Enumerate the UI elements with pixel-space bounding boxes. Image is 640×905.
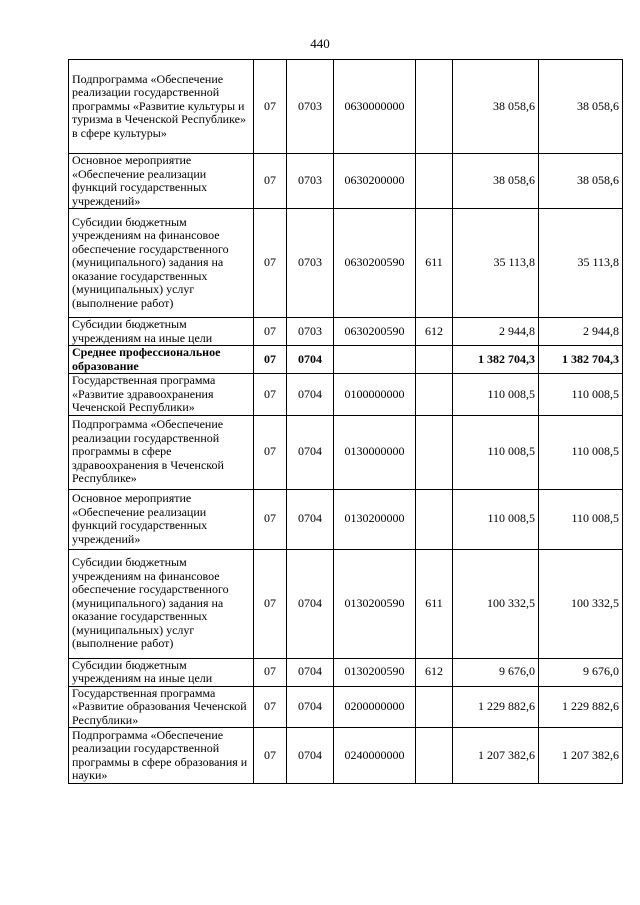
row-expense-type <box>416 728 453 784</box>
row-section: 07 <box>254 686 287 728</box>
row-section: 07 <box>254 60 287 154</box>
row-amount-1: 1 382 704,3 <box>453 346 539 374</box>
row-target-article <box>334 346 416 374</box>
row-amount-1: 110 008,5 <box>453 415 539 489</box>
row-section: 07 <box>254 549 287 658</box>
row-amount-2: 1 382 704,3 <box>539 346 623 374</box>
table-row <box>69 415 623 489</box>
row-name: Государственная программа «Развитие здравоохранения Чеченской Республики» <box>69 374 254 416</box>
row-expense-type <box>416 346 453 374</box>
row-target-article: 0130200590 <box>334 549 416 658</box>
row-subsection: 0704 <box>287 346 334 374</box>
row-subsection: 0703 <box>287 60 334 154</box>
row-subsection: 0704 <box>287 658 334 686</box>
row-subsection: 0703 <box>287 154 334 209</box>
row-subsection: 0704 <box>287 728 334 784</box>
row-amount-1: 9 676,0 <box>453 658 539 686</box>
row-amount-1: 100 332,5 <box>453 549 539 658</box>
row-target-article: 0100000000 <box>334 374 416 416</box>
row-name: Подпрограмма «Обеспечение реализации государственной программы «Развитие культуры и туризма в Чеченской Республике» в сфере культуры» <box>69 60 254 154</box>
row-amount-1: 38 058,6 <box>453 154 539 209</box>
row-target-article: 0200000000 <box>334 686 416 728</box>
row-name: Основное мероприятие «Обеспечение реализации функций государственных учреждений» <box>69 489 254 549</box>
row-expense-type: 612 <box>416 658 453 686</box>
row-amount-1: 38 058,6 <box>453 60 539 154</box>
row-subsection: 0704 <box>287 686 334 728</box>
row-amount-2: 38 058,6 <box>539 60 623 154</box>
row-expense-type <box>416 686 453 728</box>
row-amount-1: 110 008,5 <box>453 489 539 549</box>
row-amount-2: 2 944,8 <box>539 318 623 346</box>
row-target-article: 0630200590 <box>334 318 416 346</box>
row-subsection: 0704 <box>287 374 334 416</box>
row-target-article: 0630000000 <box>334 60 416 154</box>
row-section: 07 <box>254 489 287 549</box>
table-row <box>69 374 623 416</box>
row-name: Субсидии бюджетным учреждениям на финансовое обеспечение государственного (муниципального) задания на оказание государственных (муниципальных) услуг (выполнение работ) <box>69 209 254 318</box>
row-expense-type <box>416 489 453 549</box>
table-row <box>69 318 623 346</box>
row-target-article: 0130200590 <box>334 658 416 686</box>
row-amount-1: 1 207 382,6 <box>453 728 539 784</box>
table-row <box>69 489 623 549</box>
row-amount-1: 2 944,8 <box>453 318 539 346</box>
row-section: 07 <box>254 415 287 489</box>
row-target-article: 0630200000 <box>334 154 416 209</box>
table-row <box>69 686 623 728</box>
row-name: Среднее профессиональное образование <box>69 346 254 374</box>
row-expense-type: 611 <box>416 209 453 318</box>
table-row <box>69 728 623 784</box>
table-row <box>69 154 623 209</box>
row-subsection: 0704 <box>287 415 334 489</box>
row-name: Подпрограмма «Обеспечение реализации государственной программы в сфере здравоохранения в Чеченской Республике» <box>69 415 254 489</box>
table-row <box>69 346 623 374</box>
row-amount-2: 1 207 382,6 <box>539 728 623 784</box>
row-section: 07 <box>254 728 287 784</box>
row-subsection: 0703 <box>287 209 334 318</box>
row-expense-type <box>416 154 453 209</box>
row-name: Государственная программа «Развитие образования Чеченской Республики» <box>69 686 254 728</box>
row-target-article: 0630200590 <box>334 209 416 318</box>
row-expense-type: 612 <box>416 318 453 346</box>
row-subsection: 0704 <box>287 489 334 549</box>
row-amount-1: 110 008,5 <box>453 374 539 416</box>
page-number: 440 <box>310 36 330 51</box>
row-expense-type: 611 <box>416 549 453 658</box>
row-amount-2: 110 008,5 <box>539 374 623 416</box>
budget-table <box>68 59 623 784</box>
row-amount-2: 1 229 882,6 <box>539 686 623 728</box>
row-name: Субсидии бюджетным учреждениям на иные цели <box>69 318 254 346</box>
row-name: Субсидии бюджетным учреждениям на иные цели <box>69 658 254 686</box>
row-name: Субсидии бюджетным учреждениям на финансовое обеспечение государственного (муниципального) задания на оказание государственных (муниципальных) услуг (выполнение работ) <box>69 549 254 658</box>
row-section: 07 <box>254 658 287 686</box>
row-name: Основное мероприятие «Обеспечение реализации функций государственных учреждений» <box>69 154 254 209</box>
table-row <box>69 549 623 658</box>
row-amount-1: 35 113,8 <box>453 209 539 318</box>
row-amount-2: 110 008,5 <box>539 415 623 489</box>
table-row <box>69 658 623 686</box>
row-expense-type <box>416 60 453 154</box>
table-row <box>69 209 623 318</box>
row-section: 07 <box>254 346 287 374</box>
row-subsection: 0703 <box>287 318 334 346</box>
row-amount-2: 110 008,5 <box>539 489 623 549</box>
row-amount-1: 1 229 882,6 <box>453 686 539 728</box>
budget-table-body <box>69 60 623 784</box>
row-expense-type <box>416 374 453 416</box>
row-subsection: 0704 <box>287 549 334 658</box>
row-section: 07 <box>254 154 287 209</box>
row-target-article: 0240000000 <box>334 728 416 784</box>
table-row <box>69 60 623 154</box>
row-target-article: 0130000000 <box>334 415 416 489</box>
row-amount-2: 38 058,6 <box>539 154 623 209</box>
row-target-article: 0130200000 <box>334 489 416 549</box>
row-section: 07 <box>254 374 287 416</box>
row-expense-type <box>416 415 453 489</box>
row-amount-2: 100 332,5 <box>539 549 623 658</box>
row-section: 07 <box>254 209 287 318</box>
row-amount-2: 35 113,8 <box>539 209 623 318</box>
row-name: Подпрограмма «Обеспечение реализации государственной программы в сфере образования и науки» <box>69 728 254 784</box>
row-amount-2: 9 676,0 <box>539 658 623 686</box>
row-section: 07 <box>254 318 287 346</box>
